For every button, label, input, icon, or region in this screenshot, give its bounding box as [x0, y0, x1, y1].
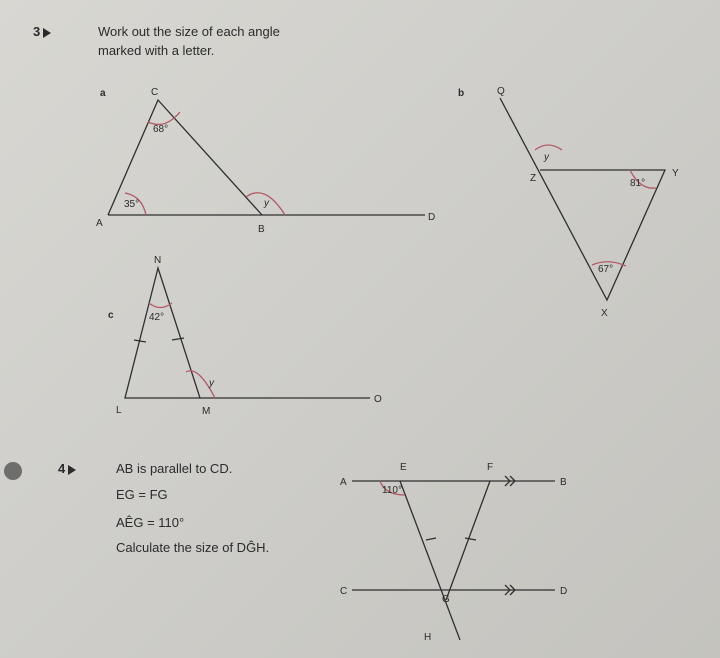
fig-b-label: b	[458, 88, 465, 99]
fig-b-angle-67: 67°	[598, 264, 614, 275]
fig-a-angle-c: 68°	[153, 124, 169, 135]
question-4-line1: AB is parallel to CD.	[116, 461, 233, 476]
fig-b-angle-y: y	[544, 152, 549, 163]
fig-c-vertex-n: N	[154, 255, 162, 266]
question-4-line4: Calculate the size of DĜH.	[116, 540, 270, 555]
question-3-prompt-line1: Work out the size of each angle	[98, 24, 280, 39]
fig-a-vertex-c: C	[151, 87, 159, 98]
fig-c-angle-n-arc	[149, 303, 172, 308]
question-4-line3: AÊG = 110°	[116, 515, 185, 530]
fig-c-angle-n: 42°	[149, 312, 165, 323]
fig-c-vertex-l: L	[116, 405, 122, 416]
fig-a-vertex-a: A	[96, 218, 103, 229]
fig-b-vertex-y: Y	[672, 168, 679, 179]
fig-c-label: c	[108, 310, 114, 321]
q4-point-h: H	[424, 632, 432, 643]
fig-a-label: a	[100, 88, 106, 99]
q4-line-eh	[400, 481, 460, 640]
q4-point-c: C	[340, 586, 348, 597]
q4-tick-mark-eg	[426, 538, 436, 540]
q4-point-g: G	[442, 594, 450, 605]
fig-b-vertex-q: Q	[497, 86, 505, 97]
question-number: 4	[58, 461, 66, 476]
question-number: 3	[33, 24, 41, 39]
q4-angle-110: 110°	[382, 485, 402, 496]
fig-c-vertex-o: O	[374, 394, 382, 405]
q4-point-a: A	[340, 477, 347, 488]
question-4-line2: EG = FG	[116, 487, 168, 502]
fig-b-vertex-x: X	[601, 308, 608, 319]
fig-a-vertex-b: B	[258, 224, 265, 235]
q4-point-e: E	[400, 462, 407, 473]
q4-point-b: B	[560, 477, 567, 488]
fig-b-vertex-z: Z	[530, 173, 537, 184]
fig-a-angle-y: y	[264, 198, 269, 209]
q4-point-d: D	[560, 586, 568, 597]
fig-a-vertex-d: D	[428, 212, 436, 223]
fig-a-angle-a: 35°	[124, 199, 140, 210]
fig-b-angle-y-arc	[535, 145, 562, 150]
fig-c-vertex-m: M	[202, 406, 211, 417]
q4-tick-mark-fg	[465, 538, 476, 540]
fig-c-tick-mark-right	[172, 338, 184, 340]
fig-b-shape	[500, 98, 665, 300]
fig-b-angle-81: 81°	[630, 178, 646, 189]
q4-point-f: F	[487, 462, 494, 473]
fig-c-triangle	[125, 268, 200, 398]
fig-a-triangle	[108, 100, 262, 215]
question-3-prompt-line2: marked with a letter.	[98, 43, 215, 58]
fig-c-angle-y: y	[209, 378, 214, 389]
q4-line-fg	[446, 481, 490, 600]
